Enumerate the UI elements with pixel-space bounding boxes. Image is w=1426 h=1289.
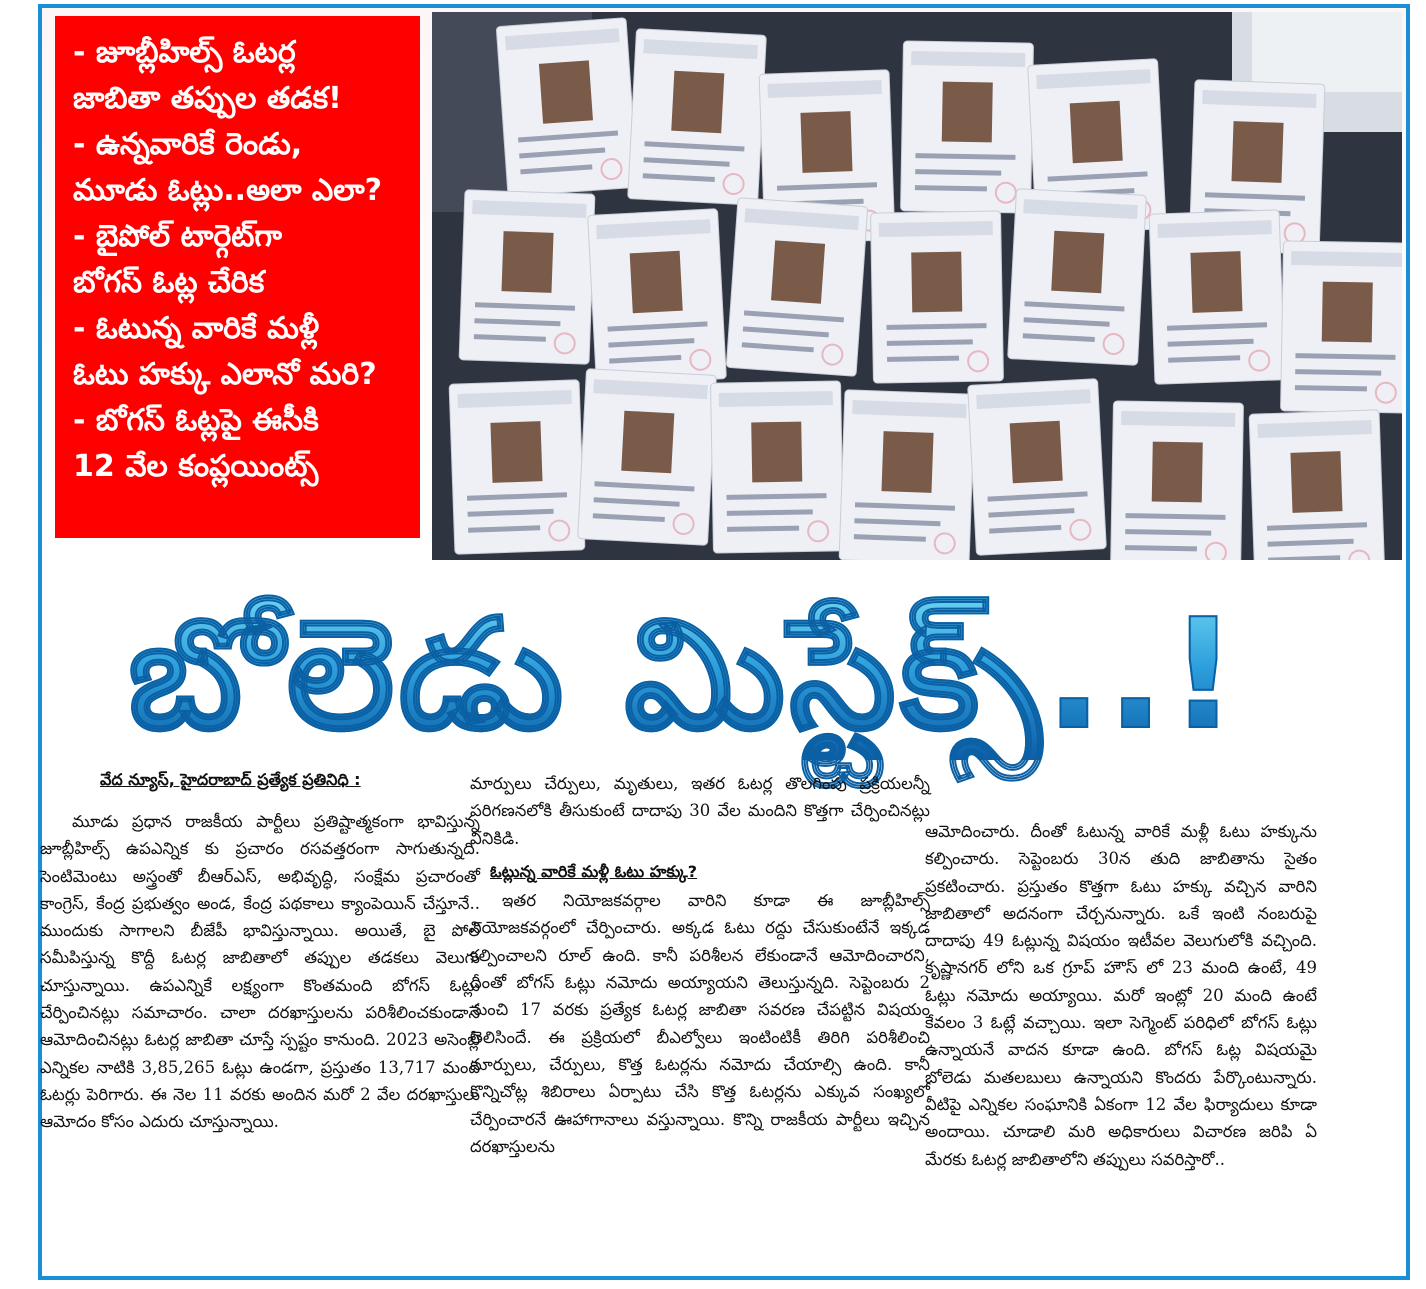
voter-id-cards-photo: [432, 12, 1402, 560]
column1-text: మూడు ప్రధాన రాజకీయ పార్టీలు ప్రతిష్టాత్మకంగా భావిస్తున్న జూబ్లీహిల్స్ ఉపఎన్నిక కు ప్రచారం రసవత్తరంగా సాగుతున్నది. సెంటిమెంటు అస్త్రంతో బీఆర్ఎస్, అభివృద్ధి, సంక్షేమ ప్రచారంతో కాంగ్రెస్, కేంద్ర ప్రభుత్వం అండ, కేంద్ర పథకాలు క్యాంపెయిన్ చేస్తూనే.. ముందుకు సాగాలని బీజేపీ భావిస్తున్నాయి. అయితే, బై పోల్ సమీపిస్తున్న కొద్దీ ఓటర్ల జాబితాలో తప్పుల తడకలు వెలుగు చూస్తున్నాయి. ఉపఎన్నికే లక్ష్యంగా కొంతమంది బోగస్ ఓట్లు చేర్పించినట్లు సమాచారం. చాలా దరఖాస్తులను పరిశీలించకుండానే ఆమోదించినట్లు ఓటర్ల జాబితా చూస్తే స్పష్టం కానుంది. 2023 అసెంబ్లీ ఎన్నికల నాటికి 3,85,265 ఓట్లు ఉండగా, ప్రస్తుతం 13,717 మంది ఓటర్లు పెరిగారు. ఈ నెల 11 వరకు అందిన మరో 2 వేల దరఖాస్తులు ఆమోదం కోసం ఎదురు చూస్తున్నాయి.: [40, 812, 480, 1132]
voter-id-card: [711, 381, 844, 553]
column3-text: ఆమోదించారు. దీంతో ఓటున్న వారికే మళ్లీ ఓటు హక్కును కల్పించారు. సెప్టెంబరు 30న తుది జాబితాను సైతం ప్రకటించారు. ప్రస్తుతం కొత్తగా ఓటు హక్కు వచ్చిన వారిని జాబితాలో అదనంగా చేర్చనున్నారు. ఒకే ఇంటి నంబరుపై దాదాపు 49 ఓట్లున్న విషయం ఇటీవల వెలుగులోకి వచ్చింది. కృష్ణానగర్ లోని ఒక గ్రూప్ హౌస్ లో 23 మంది ఉంటే, 49 ఓట్లు నమోదు అయ్యాయి. మరో ఇంట్లో 20 మంది ఉంటే కేవలం 3 ఓట్లే వచ్చాయి. ఇలా సెగ్మెంట్ పరిధిలో బోగస్ ఓట్లు ఉన్నాయనే వాదన కూడా ఉంది. బోగస్ ఓట్ల విషయమై బోలెడు మతలబులు ఉన్నాయని కొందరు పేర్కొంటున్నారు. వీటిపై ఎన్నికల సంఘానికి ఏకంగా 12 వేల ఫిర్యాదులు కూడా అందాయి. చూడాలి మరి అధికారులు విచారణ జరిపి ఏ మేరకు ఓటర్ల జాబితాలోని తప్పులు సవరిస్తారో..: [925, 822, 1317, 1169]
voter-id-card: [496, 18, 638, 197]
voter-id-card: [1008, 189, 1147, 366]
voter-id-card: [578, 369, 717, 546]
voter-id-card: [871, 211, 1004, 383]
article-column-3: [925, 818, 1317, 1173]
column2-paragraph-1: మార్పులు చేర్పులు, మృతులు, ఇతర ఓటర్ల తొలగింపు ప్రక్రియలన్నీ పరిగణనలోకి తీసుకుంటే దాదాపు 30 వేల మందిని కొత్తగా చేర్పించినట్లు వినికిడి.: [470, 774, 930, 848]
voter-id-card: [1149, 210, 1285, 384]
voter-id-card: [901, 41, 1034, 213]
highlight-line: - బోగస్ ఓట్లపై ఈసీకి: [73, 403, 319, 438]
highlight-line: ఓటు హక్కు ఎలానో మరి?: [73, 357, 377, 392]
voter-id-card: [588, 209, 727, 386]
highlight-line: - బైపోల్ టార్గెట్‌గా: [73, 219, 283, 254]
article-column-2: [470, 770, 930, 1160]
highlight-line: జాబితా తప్పుల తడక!: [73, 81, 342, 116]
highlight-line: 12 వేల కంప్లయింట్స్: [73, 449, 319, 484]
headline: బోలెడు మిస్టేక్స్..!: [10, 590, 1360, 760]
voter-id-card: [1111, 401, 1244, 560]
highlight-line: - జూబ్లీహిల్స్ ఓటర్ల: [73, 35, 296, 70]
voter-id-card: [968, 379, 1107, 556]
voter-id-cards-illustration: [432, 12, 1402, 560]
voter-id-card: [1249, 410, 1385, 560]
highlight-line: - ఉన్నవారికే రెండు,: [73, 127, 303, 162]
voter-id-card: [449, 380, 585, 554]
column2-subheading: ఓట్లున్న వారికే మళ్లీ ఓటు హక్కు?: [490, 861, 698, 881]
byline: వేద న్యూస్, హైదరాబాద్ ప్రత్యేక ప్రతినిధి :: [100, 770, 361, 789]
voter-id-card: [628, 29, 767, 206]
article-column-1: [40, 808, 480, 1136]
voter-id-card: [726, 198, 868, 377]
voter-id-card: [459, 190, 595, 364]
highlight-line: - ఓటున్న వారికే మళ్లీ: [73, 311, 320, 346]
highlights-box: [55, 16, 420, 538]
highlight-line: మూడు ఓట్లు..అలా ఎలా?: [73, 173, 383, 208]
highlight-line: బోగస్ ఓట్ల చేరిక: [73, 265, 265, 300]
voter-id-card: [839, 390, 975, 560]
voter-id-card: [1281, 241, 1402, 413]
column2-paragraph-2: ఇతర నియోజకవర్గాల వారిని కూడా ఈ జూబ్లీహిల్స్ నియోజకవర్గంలో చేర్పించారు. అక్కడ ఓటు రద్దు చేసుకుంటేనే ఇక్కడ కల్పించాలని రూల్ ఉంది. కానీ పరిశీలన లేకుండానే ఆమోదించారని, దీంతో బోగస్ ఓట్లు నమోదు అయ్యాయని తెలుస్తున్నది. సెప్టెంబరు 2 నుంచి 17 వరకు ప్రత్యేక ఓటర్ల జాబితా సవరణ చేపట్టిన విషయం తెలిసిందే. ఈ ప్రక్రియలో బీఎల్వోలు ఇంటింటికీ తిరిగి పరిశీలించి మార్పులు, చేర్పులు, కొత్త ఓటర్లను నమోదు చేయాల్సి ఉంది. కానీ కొన్నిచోట్ల శిబిరాలు ఏర్పాటు చేసి కొత్త ఓటర్లను ఎక్కువ సంఖ్యలో చేర్పించారనే ఊహాగానాలు వస్తున్నాయి. కొన్ని రాజకీయ పార్టీలు ఇచ్చిన దరఖాస్తులను: [470, 891, 930, 1156]
